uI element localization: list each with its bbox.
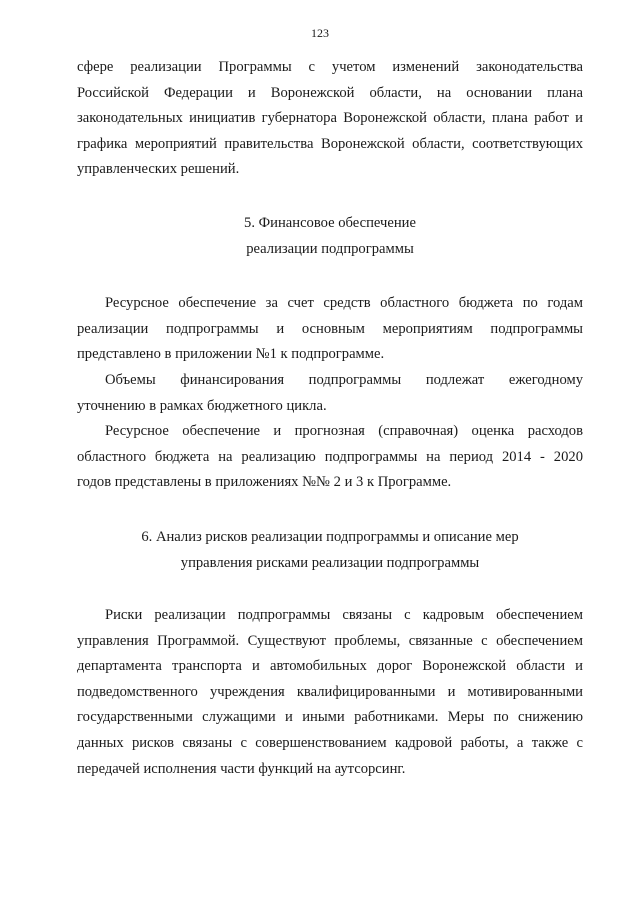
section-5-paragraph bbox=[77, 291, 583, 368]
text-line: Ресурсное обеспечение за счет средств областного бюджета по годам bbox=[105, 295, 583, 311]
text-line: реализации подпрограммы и основным мероприятиям подпрограммы bbox=[77, 320, 583, 337]
heading-line: 6. Анализ рисков реализации подпрограммы и описание мер bbox=[141, 529, 519, 545]
text-line: данных рисков связаны с совершенствованием кадровой работы, а также с bbox=[77, 734, 583, 751]
text-line: графика мероприятий правительства Воронежской области, соответствующих bbox=[77, 135, 583, 152]
text-line: передачей исполнения части функций на аутсорсинг. bbox=[77, 760, 406, 777]
heading-line: 5. Финансовое обеспечение bbox=[244, 215, 416, 231]
text-line: Ресурсное обеспечение и прогнозная (справочная) оценка расходов bbox=[105, 423, 583, 439]
text-line: областного бюджета на реализацию подпрограммы на период 2014 - 2020 bbox=[77, 448, 583, 465]
page-number: 123 bbox=[311, 26, 329, 40]
section-5-paragraph bbox=[77, 368, 583, 419]
text-line: годов представлены в приложениях №№ 2 и 3 к Программе. bbox=[77, 474, 452, 491]
intro-paragraph bbox=[77, 55, 583, 183]
text-line: законодательных инициатив губернатора Воронежской области, плана работ и bbox=[77, 110, 583, 127]
text-line: управленческих решений. bbox=[77, 161, 240, 178]
text-line: уточнению в рамках бюджетного цикла. bbox=[77, 397, 327, 414]
text-line: департамента транспорта и автомобильных дорог Воронежской области и bbox=[77, 658, 583, 675]
section-6-heading bbox=[60, 524, 600, 576]
text-line: Объемы финансирования подпрограммы подлежат ежегодному bbox=[105, 372, 583, 388]
text-line: сфере реализации Программы с учетом изменений законодательства bbox=[77, 59, 583, 75]
section-5-paragraph bbox=[77, 419, 583, 496]
text-line: подведомственного учреждения квалифицированными и мотивированными bbox=[77, 683, 583, 700]
heading-line: реализации подпрограммы bbox=[246, 241, 414, 257]
heading-line: управления рисками реализации подпрограммы bbox=[180, 555, 480, 571]
text-line: Риски реализации подпрограммы связаны с кадровым обеспечением bbox=[105, 607, 583, 623]
text-line: Российской Федерации и Воронежской области, на основании плана bbox=[77, 84, 583, 101]
text-line: государственными служащими и иными работниками. Меры по снижению bbox=[77, 709, 583, 726]
section-6-paragraph bbox=[77, 603, 583, 782]
text-line: представлено в приложении №1 к подпрограмме. bbox=[77, 346, 385, 363]
text-line: управления Программой. Существуют проблемы, связанные с обеспечением bbox=[77, 632, 583, 649]
section-5-heading bbox=[60, 210, 600, 262]
